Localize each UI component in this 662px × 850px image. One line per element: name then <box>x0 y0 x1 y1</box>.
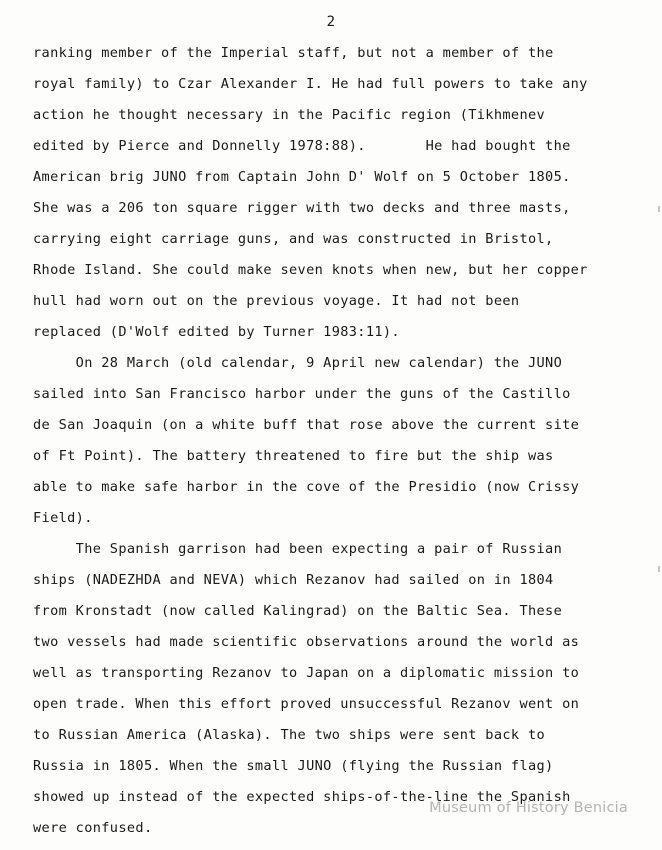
text-line: de San Joaquin (on a white buff that rose above the current site <box>33 417 580 433</box>
text-line: two vessels had made scientific observations around the world as <box>33 634 580 650</box>
scan-edge-mark <box>658 566 660 572</box>
page-number: 2 <box>326 14 336 30</box>
text-line: action he thought necessary in the Pacific region (Tikhmenev <box>33 107 546 123</box>
scan-edge-mark <box>658 206 660 212</box>
text-line: able to make safe harbor in the cove of the Presidio (now Crissy <box>33 479 580 495</box>
text-line: sailed into San Francisco harbor under the guns of the Castillo <box>33 386 571 402</box>
text-line: open trade. When this effort proved unsuccessful Rezanov went on <box>33 696 580 712</box>
text-line: American brig JUNO from Captain John D' Wolf on 5 October 1805. <box>33 169 571 185</box>
text-line: She was a 206 ton square rigger with two decks and three masts, <box>33 200 571 216</box>
text-line: On 28 March (old calendar, 9 April new calendar) the JUNO <box>33 355 563 371</box>
text-line: well as transporting Rezanov to Japan on a diplomatic mission to <box>33 665 580 681</box>
text-line: Rhode Island. She could make seven knots when new, but her copper <box>33 262 588 278</box>
text-line: Russia in 1805. When the small JUNO (flying the Russian flag) <box>33 758 554 774</box>
text-line: Field). <box>33 510 93 526</box>
text-line: of Ft Point). The battery threatened to fire but the ship was <box>33 448 554 464</box>
text-line: replaced (D'Wolf edited by Turner 1983:11). <box>33 324 400 340</box>
text-line: carrying eight carriage guns, and was constructed in Bristol, <box>33 231 554 247</box>
text-line: hull had worn out on the previous voyage. It had not been <box>33 293 520 309</box>
watermark: Museum of History Benicia <box>429 800 628 816</box>
text-line: royal family) to Czar Alexander I. He had full powers to take any <box>33 76 588 92</box>
text-line: ships (NADEZHDA and NEVA) which Rezanov had sailed on in 1804 <box>33 572 554 588</box>
text-line: edited by Pierce and Donnelly 1978:88). He had bought the <box>33 138 571 154</box>
text-line: showed up instead of the expected ships-of-the-line the Spanish <box>33 789 571 805</box>
text-line: to Russian America (Alaska). The two ships were sent back to <box>33 727 546 743</box>
text-line: ranking member of the Imperial staff, but not a member of the <box>33 45 554 61</box>
text-line: were confused. <box>33 820 153 836</box>
text-line: from Kronstadt (now called Kalingrad) on the Baltic Sea. These <box>33 603 563 619</box>
text-line: The Spanish garrison had been expecting a pair of Russian <box>33 541 563 557</box>
